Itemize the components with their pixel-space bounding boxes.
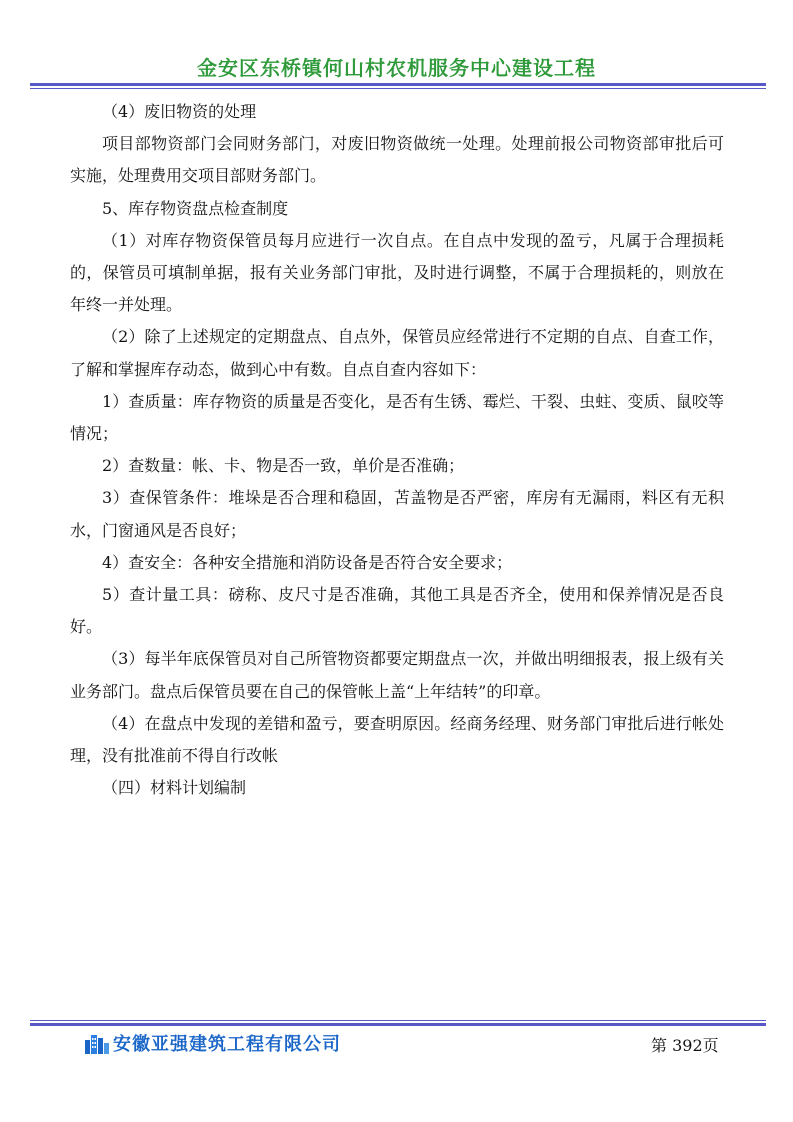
document-body: [70, 96, 724, 804]
list-item: 5）查计量工具：磅称、皮尺寸是否准确，其他工具是否齐全，使用和保养情况是否良好。: [70, 585, 724, 637]
list-item: 3）查保管条件：堆垛是否合理和稳固，苫盖物是否严密，库房有无漏雨，料区有无积水，门窗通风是否良好；: [70, 488, 724, 540]
section-heading: （四）材料计划编制: [102, 778, 247, 798]
header-rule-thin: [30, 88, 766, 89]
section-heading: 5、库存物资盘点检查制度: [102, 198, 289, 218]
paragraph: （2）除了上述规定的定期盘点、自点外，保管员应经常进行不定期的自点、自查工作，了解和掌握库存动态，做到心中有数。自点自查内容如下：: [70, 327, 724, 379]
list-item: 4）查安全：各种安全措施和消防设备是否符合安全要求；: [102, 552, 513, 572]
paragraph: 项目部物资部门会同财务部门，对废旧物资做统一处理。处理前报公司物资部审批后可实施，处理费用交项目部财务部门。: [70, 134, 724, 186]
building-logo-icon: [84, 1032, 110, 1054]
footer-company-name: 安徽亚强建筑工程有限公司: [113, 1034, 341, 1055]
paragraph: （4）在盘点中发现的差错和盈亏，要查明原因。经商务经理、财务部门审批后进行帐处理，没有批准前不得自行改帐: [70, 713, 724, 766]
footer-rule-thick: [30, 1023, 766, 1026]
paragraph: （3）每半年底保管员对自己所管物资都要定期盘点一次，并做出明细报表，报上级有关业务部门。盘点后保管员要在自己的保管帐上盖“上年结转”的印章。: [70, 649, 724, 701]
page-number: 第 392页: [651, 1036, 719, 1055]
document-header-title: 金安区东桥镇何山村农机服务中心建设工程: [197, 56, 596, 80]
footer-rule-thin: [30, 1020, 766, 1021]
header-rule-thick: [30, 83, 766, 86]
list-item: 1）查质量：库存物资的质量是否变化，是否有生锈、霉烂、干裂、虫蛀、变质、鼠咬等情况；: [70, 391, 724, 444]
list-item: 2）查数量：帐、卡、物是否一致，单价是否准确；: [102, 456, 465, 476]
paragraph: （4）废旧物资的处理: [102, 102, 257, 121]
paragraph: （1）对库存物资保管员每月应进行一次自点。在自点中发现的盈亏，凡属于合理损耗的，保管员可填制单据，报有关业务部门审批，及时进行调整，不属于合理损耗的，则放在年终一并处理。: [70, 230, 724, 315]
